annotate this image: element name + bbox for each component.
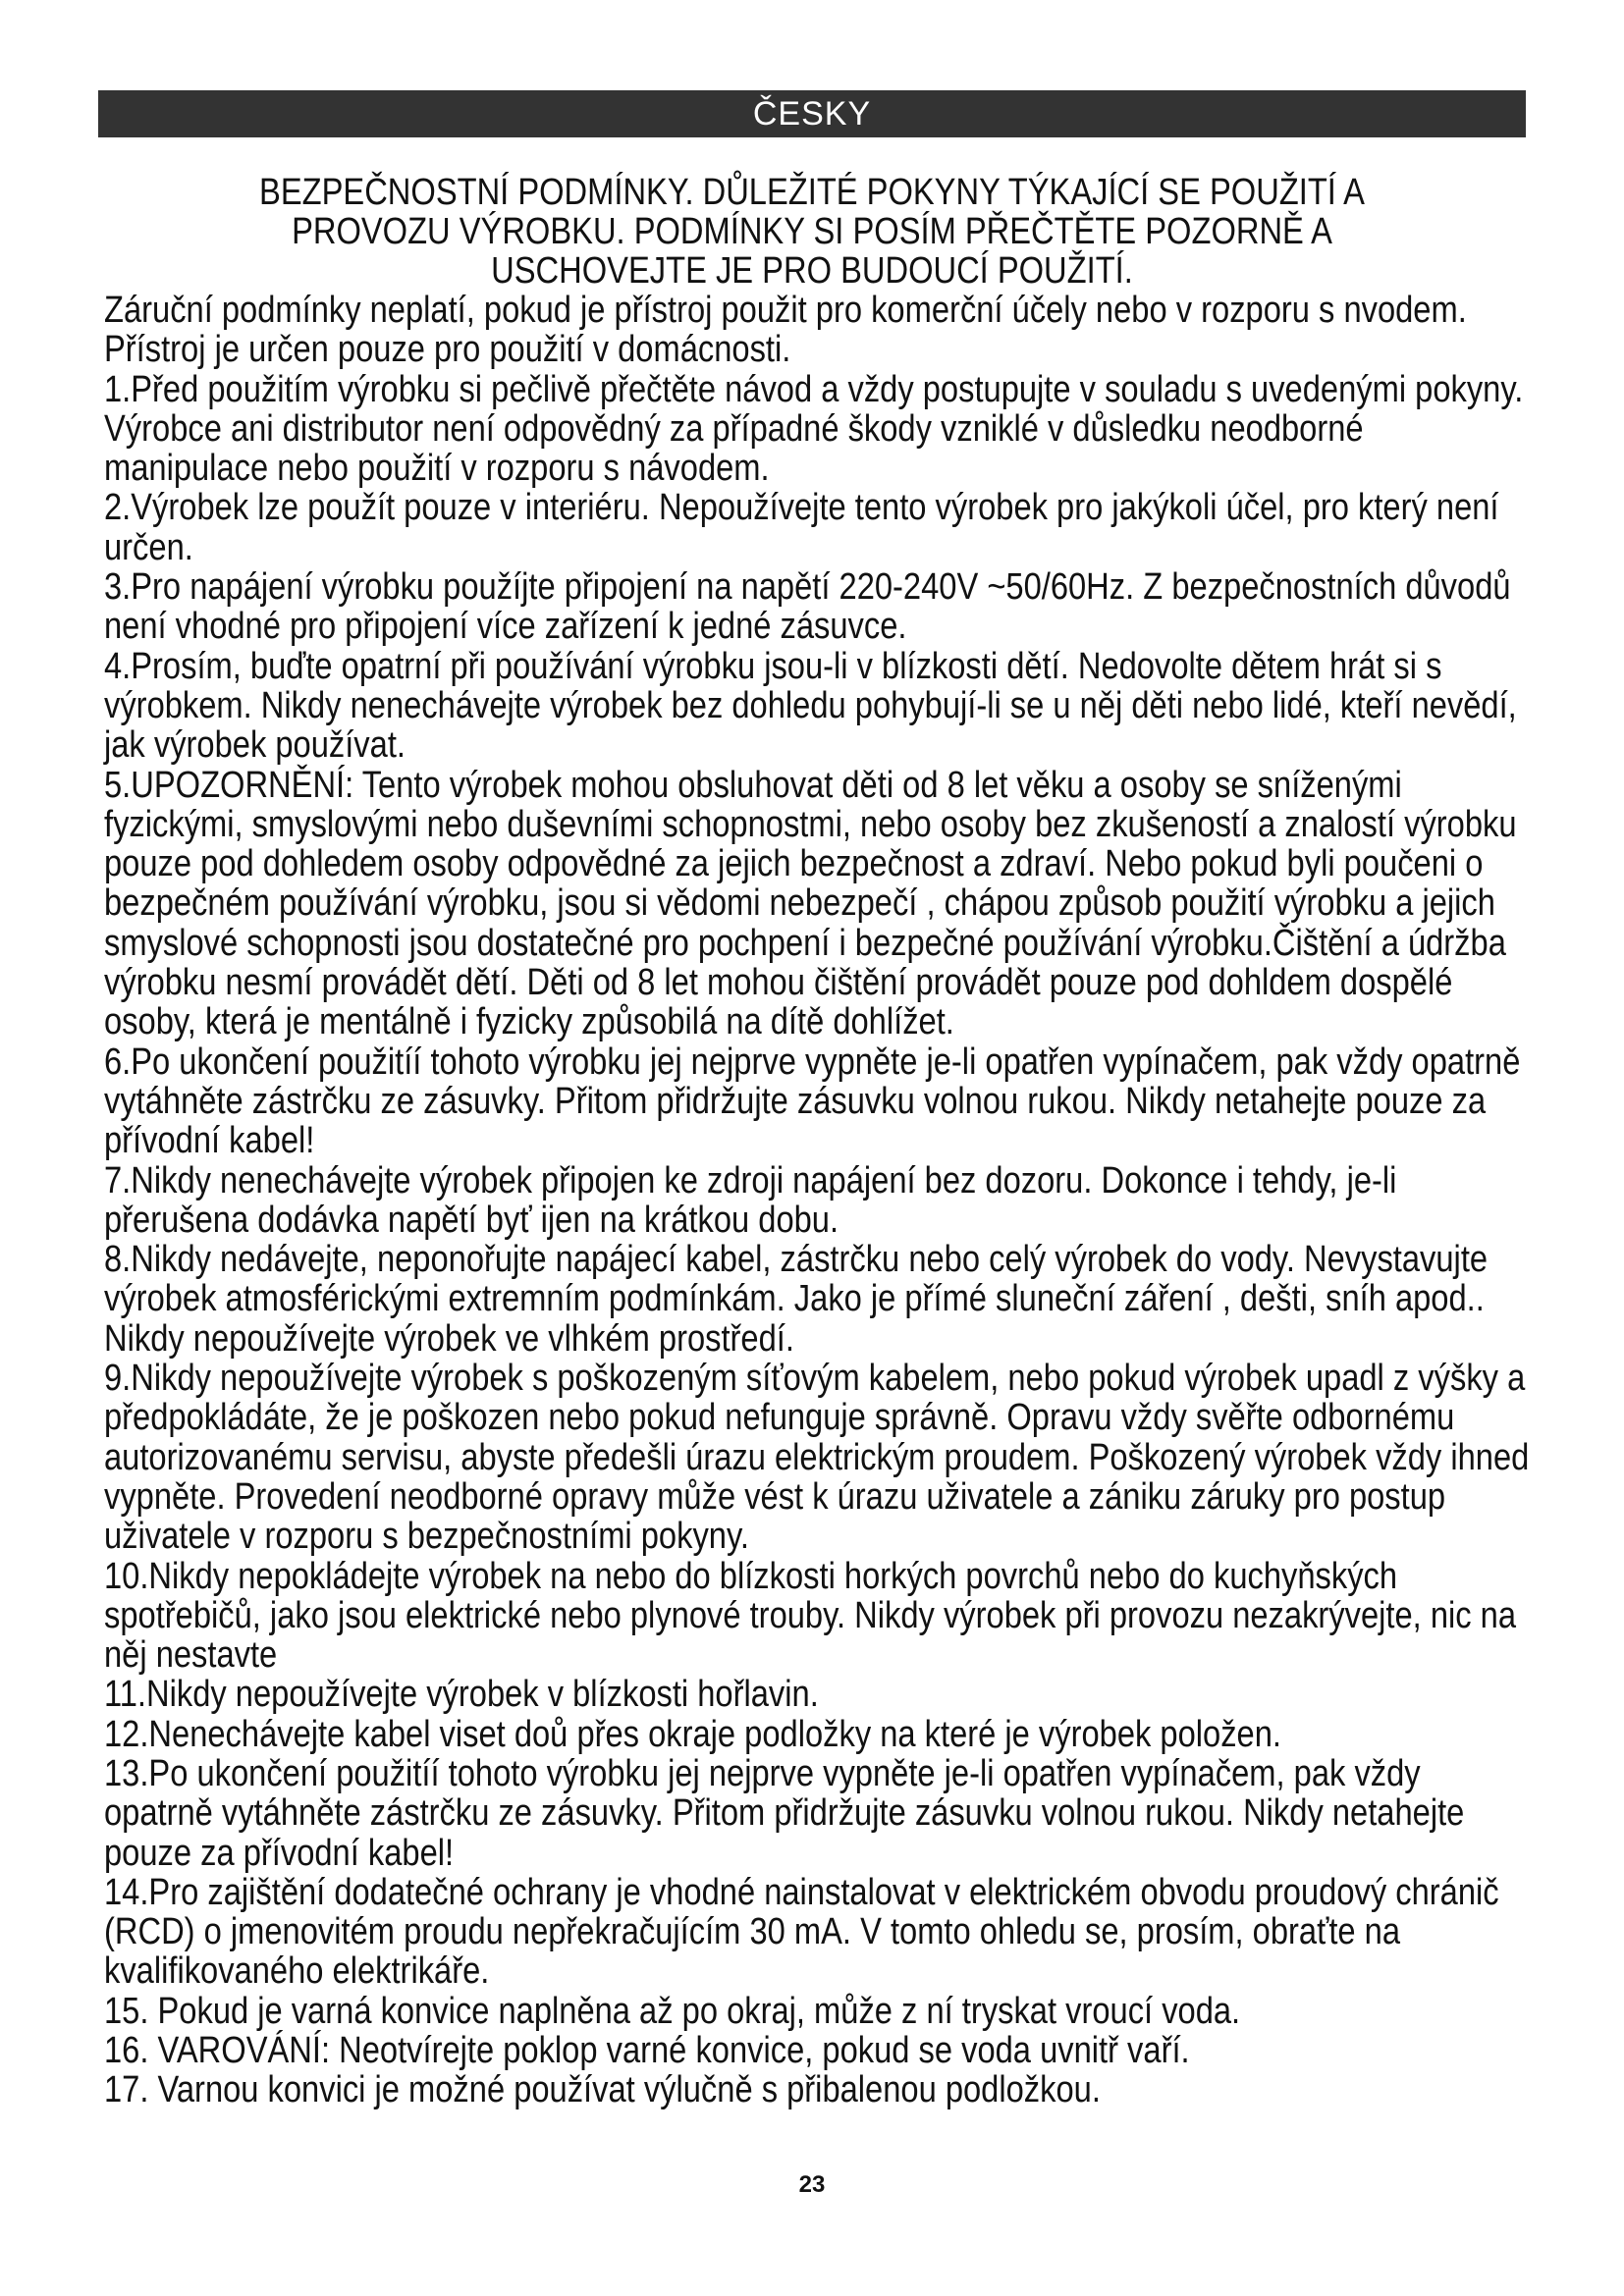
instruction-item-16: 16. VAROVÁNÍ: Neotvírejte poklop varné konvice, pokud se voda uvnitř vaří. [104,2030,1190,2072]
instruction-item-15: 15. Pokud je varná konvice naplněna až po okraj, může z ní tryskat vroucí voda. [104,1990,1241,2032]
instruction-item-10: 10.Nikdy nepokládejte výrobek na nebo do blízkosti horkých povrchů nebo do kuchyňských spotřebičů, jako jsou elektrické nebo plynové trouby. Nikdy výrobek při provozu nezakrývejte, nic na něj nestavte [104,1555,1517,1677]
language-title: ČESKY [752,95,872,133]
instruction-item-8: 8.Nikdy nedávejte, neponořujte napájecí kabel, zástrčku nebo celý výrobek do vody. Nevystavujte výrobek atmosférickými extremním podmínkám. Jako je přímé sluneční záření , dešti, sníh apod.. Nikdy nepoužívejte výrobek ve vlhkém prostředí. [104,1239,1489,1360]
instruction-item-4: 4.Prosím, buďte opatrní při používání výrobku jsou-li v blízkosti dětí. Nedovolte dětem hrát si s výrobkem. Nikdy nenechávejte výrobek bez dohledu pohybují-li se u něj děti nebo lidé, kteří nevědí, jak výrobek používat. [104,645,1517,767]
instruction-item-5: 5.UPOZORNĚNÍ: Tento výrobek mohou obsluhovat děti od 8 let věku a osoby se sníženými fyzickými, smyslovými nebo duševními schopnostmi, nebo osoby bez zkušeností a znalostí výrobku pouze pod dohledem osoby odpovědné za jejich bezpečnost a zdraví. Nebo pokud byli poučeni o bezpečném používání výrobku, jsou si vědomi nebezpečí , chápou způsob použití výrobku a jejich smyslové schopnosti jsou dostatečné pro pochpení i bezpečné používání výrobku.Čištění a údržba výrobku nesmí provádět dětí. Děti od 8 let mohou čištění provádět pouze pod dohldem dospělé osoby, která je mentálně i fyzicky způsobilá na dítě dohlížet. [104,764,1517,1043]
instruction-item-7: 7.Nikdy nenechávejte výrobek připojen ke zdroji napájení bez dozoru. Dokonce i tehdy, je-li přerušena dodávka napětí byť ijen na krátkou dobu. [104,1159,1397,1241]
instruction-item-3: 3.Pro napájení výrobku použíjte připojení na napětí 220-240V ~50/60Hz. Z bezpečnostních důvodů není vhodné pro připojení více zařízení k jedné zásuvce. [104,566,1511,648]
warranty-paragraph: Záruční podmínky neplatí, pokud je přístroj použit pro komerční účely nebo v rozporu s nvodem. Přístroj je určen pouze pro použití v domácnosti. [104,290,1467,371]
page-number: 23 [798,2171,826,2198]
language-header-bar [98,90,1526,137]
instruction-item-17: 17. Varnou konvici je možné používat výlučně s přibalenou podložkou. [104,2069,1101,2111]
instruction-item-9: 9.Nikdy nepoužívejte výrobek s poškozeným síťovým kabelem, nebo pokud výrobek upadl z výšky a předpokládáte, že je poškozen nebo pokud nefunguje správně. Opravu vždy svěřte odbornému autorizovanému servisu, abyste předešli úrazu elektrickým proudem. Poškozený výrobek vždy ihned vypněte. Provedení neodborné opravy může vést k úrazu uživatele a zániku záruky pro postup uživatele v rozporu s bezpečnostními pokyny. [104,1358,1530,1558]
safety-instructions-body [104,291,1531,2110]
instruction-item-12: 12.Nenechávejte kabel viset doů přes okraje podložky na které je výrobek položen. [104,1713,1281,1755]
instruction-item-13: 13.Po ukončení použitíí tohoto výrobku jej nejprve vypněte je-li opatřen vypínačem, pak vždy opatrně vytáhněte zástrčku ze zásuvky. Přitom přidržujte zásuvku volnou rukou. Nikdy netahejte pouze za přívodní kabel! [104,1752,1465,1874]
instruction-item-1: 1.Před použitím výrobku si pečlivě přečtěte návod a vždy postupujte v souladu s uvedenými pokyny. Výrobce ani distributor není odpovědný za případné škody vzniklé v důsledku neodborné manipulace nebo použití v rozporu s návodem. [104,368,1524,490]
instruction-item-2: 2.Výrobek lze použít pouze v interiéru. Nepoužívejte tento výrobek pro jakýkoli účel, pro který není určen. [104,487,1499,568]
safety-intro-heading: BEZPEČNOSTNÍ PODMÍNKY. DŮLEŽITÉ POKYNY TÝKAJÍCÍ SE POUŽITÍ A PROVOZU VÝROBKU. PODMÍNKY SI POSÍM PŘEČTĚTE POZORNĚ A USCHOVEJTE JE PRO BUDOUCÍ POUŽITÍ. [259,172,1365,292]
instruction-item-14: 14.Pro zajištění dodatečné ochrany je vhodné nainstalovat v elektrickém obvodu proudový chránič (RCD) o jmenovitém proudu nepřekračujícím 30 mA. V tomto ohledu se, prosím, obraťte na kvalifikovaného elektrikáře. [104,1871,1499,1993]
instruction-item-6: 6.Po ukončení použitíí tohoto výrobku jej nejprve vypněte je-li opatřen vypínačem, pak vždy opatrně vytáhněte zástrčku ze zásuvky. Přitom přidržujte zásuvku volnou rukou. Nikdy netahejte pouze za přívodní kabel! [104,1041,1521,1162]
instruction-item-11: 11.Nikdy nepoužívejte výrobek v blízkosti hořlavin. [104,1674,819,1716]
